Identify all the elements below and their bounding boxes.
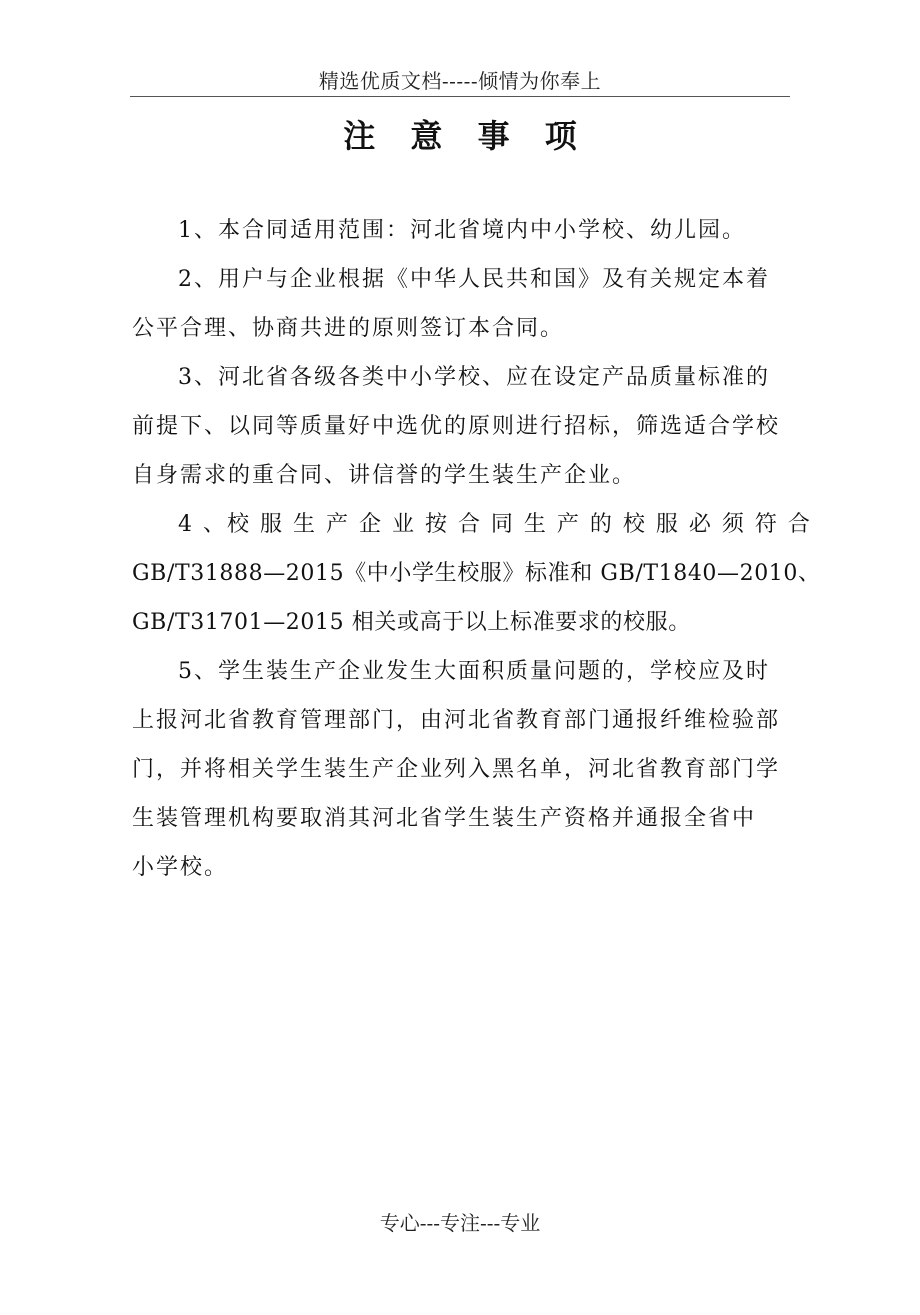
clause-1 xyxy=(132,206,788,255)
document-title: 注 意 事 项 xyxy=(343,117,589,155)
document-body xyxy=(132,206,821,892)
clause-5-line-2: 上报河北省教育管理部门，由河北省教育部门通报纤维检验部 xyxy=(132,708,781,733)
page-header-text: 精选优质文档-----倾情为你奉上 xyxy=(318,69,602,93)
clause-3-line-2: 前提下、以同等质量好中选优的原则进行招标，筛选适合学校 xyxy=(132,414,781,439)
clause-4 xyxy=(132,500,821,647)
clause-5-line-3: 门，并将相关学生装生产企业列入黑名单，河北省教育部门学 xyxy=(132,757,781,782)
clause-5-line-4: 生装管理机构要取消其河北省学生装生产资格并通报全省中 xyxy=(132,806,757,831)
clause-5-line-1: 5、学生装生产企业发生大面积质量问题的，学校应及时 xyxy=(178,659,770,684)
clause-3 xyxy=(132,353,788,500)
page-footer-text: 专心---专注---专业 xyxy=(379,1211,541,1235)
clause-5-line-5: 小学校。 xyxy=(132,855,229,880)
clause-4-line-2: GB/T31888—2015《中小学生校服》标准和 GB/T1840—2010、 xyxy=(132,561,821,586)
clause-5 xyxy=(132,647,788,892)
clause-3-line-3: 自身需求的重合同、讲信誉的学生装生产企业。 xyxy=(132,463,637,488)
clause-3-line-1: 3、河北省各级各类中小学校、应在设定产品质量标准的 xyxy=(178,365,770,390)
clause-4-line-3: GB/T31701—2015 相关或高于以上标准要求的校服。 xyxy=(132,610,691,635)
clause-2-line-2: 公平合理、协商共进的原则签订本合同。 xyxy=(132,316,565,341)
clause-2 xyxy=(132,255,788,353)
clause-4-line-1: 4 、校 服 生 产 企 业 按 合 同 生 产 的 校 服 必 须 符 合 xyxy=(178,512,812,537)
header-divider xyxy=(130,96,790,97)
clause-1-line-1: 1、本合同适用范围：河北省境内中小学校、幼儿园。 xyxy=(178,218,746,243)
clause-2-line-1: 2、用户与企业根据《中华人民共和国》及有关规定本着 xyxy=(178,267,770,292)
